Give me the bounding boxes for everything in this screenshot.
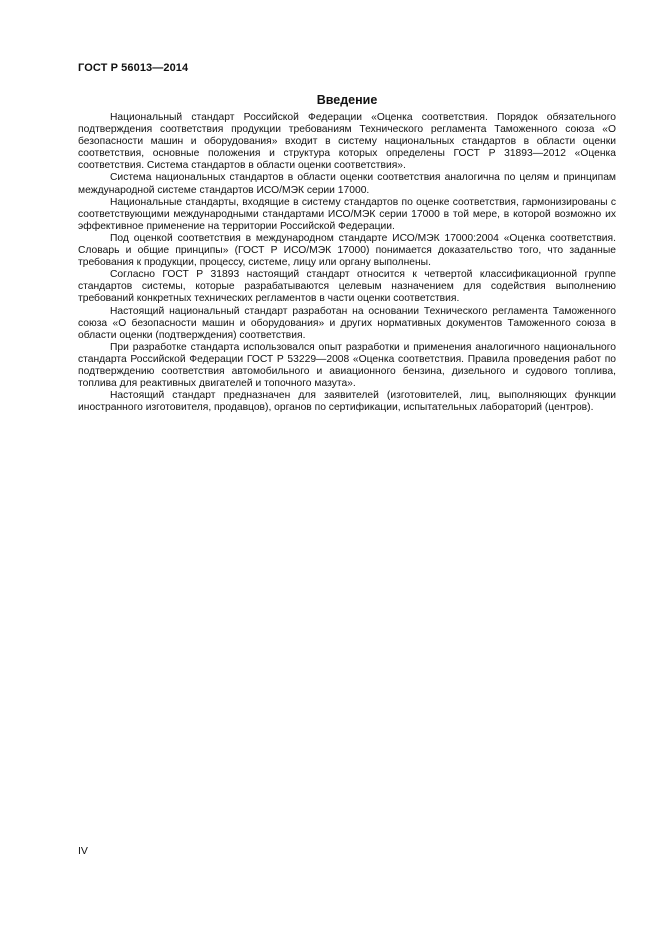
paragraph: Под оценкой соответствия в международном стандарте ИСО/МЭК 17000:2004 «Оценка соответствия. Словарь и общие принципы» (ГОСТ Р ИСО/МЭК 17000) понимается доказательство того, что заданные требования к продукции, процессу, системе, лицу или органу выполнены. bbox=[78, 232, 616, 269]
paragraph: Согласно ГОСТ Р 31893 настоящий стандарт относится к четвертой классификационной группе стандартов системы, которые разрабатываются целевым назначением для содействия выполнению требований конкретных технических регламентов в части оценки соответствия. bbox=[78, 269, 616, 305]
document-body bbox=[78, 112, 616, 414]
document-header: ГОСТ Р 56013—2014 bbox=[78, 62, 189, 74]
page-number: IV bbox=[78, 845, 88, 857]
paragraph: При разработке стандарта использовался опыт разработки и применения аналогичного национального стандарта Российской Федерации ГОСТ Р 53229—2008 «Оценка соответствия. Правила проведения работ по подтверждению соответствия автомобильного и авиационного бензина, дизельного и судового топлива, топлива для реактивных двигателей и топочного мазута». bbox=[78, 341, 616, 390]
paragraph: Настоящий национальный стандарт разработан на основании Технического регламента Таможенного союза «О безопасности машин и оборудования» и других нормативных документов Таможенного союза в области оценки (подтверждения) соответствия. bbox=[78, 305, 616, 341]
paragraph: Система национальных стандартов в области оценки соответствия аналогична по целям и принципам международной системе стандартов ИСО/МЭК серии 17000. bbox=[78, 172, 616, 196]
section-title: Введение bbox=[316, 93, 378, 107]
paragraph: Национальный стандарт Российской Федерации «Оценка соответствия. Порядок обязательного подтверждения соответствия продукции требованиям Технического регламента Таможенного союза «О безопасности машин и оборудования» входит в систему национальных стандартов в области оценки соответствия, основные положения и структура которых определены ГОСТ Р 31893—2012 «Оценка соответствия. Система стандартов в области оценки соответствия». bbox=[78, 112, 616, 172]
paragraph: Настоящий стандарт предназначен для заявителей (изготовителей, лиц, выполняющих функции иностранного изготовителя, продавцов), органов по сертификации, испытательных лабораторий (центров). bbox=[78, 390, 616, 414]
paragraph: Национальные стандарты, входящие в систему стандартов по оценке соответствия, гармонизированы с соответствующими международными стандартами ИСО/МЭК серии 17000 в той мере, в которой возможно их эффективное применение на территории Российской Федерации. bbox=[78, 196, 616, 232]
